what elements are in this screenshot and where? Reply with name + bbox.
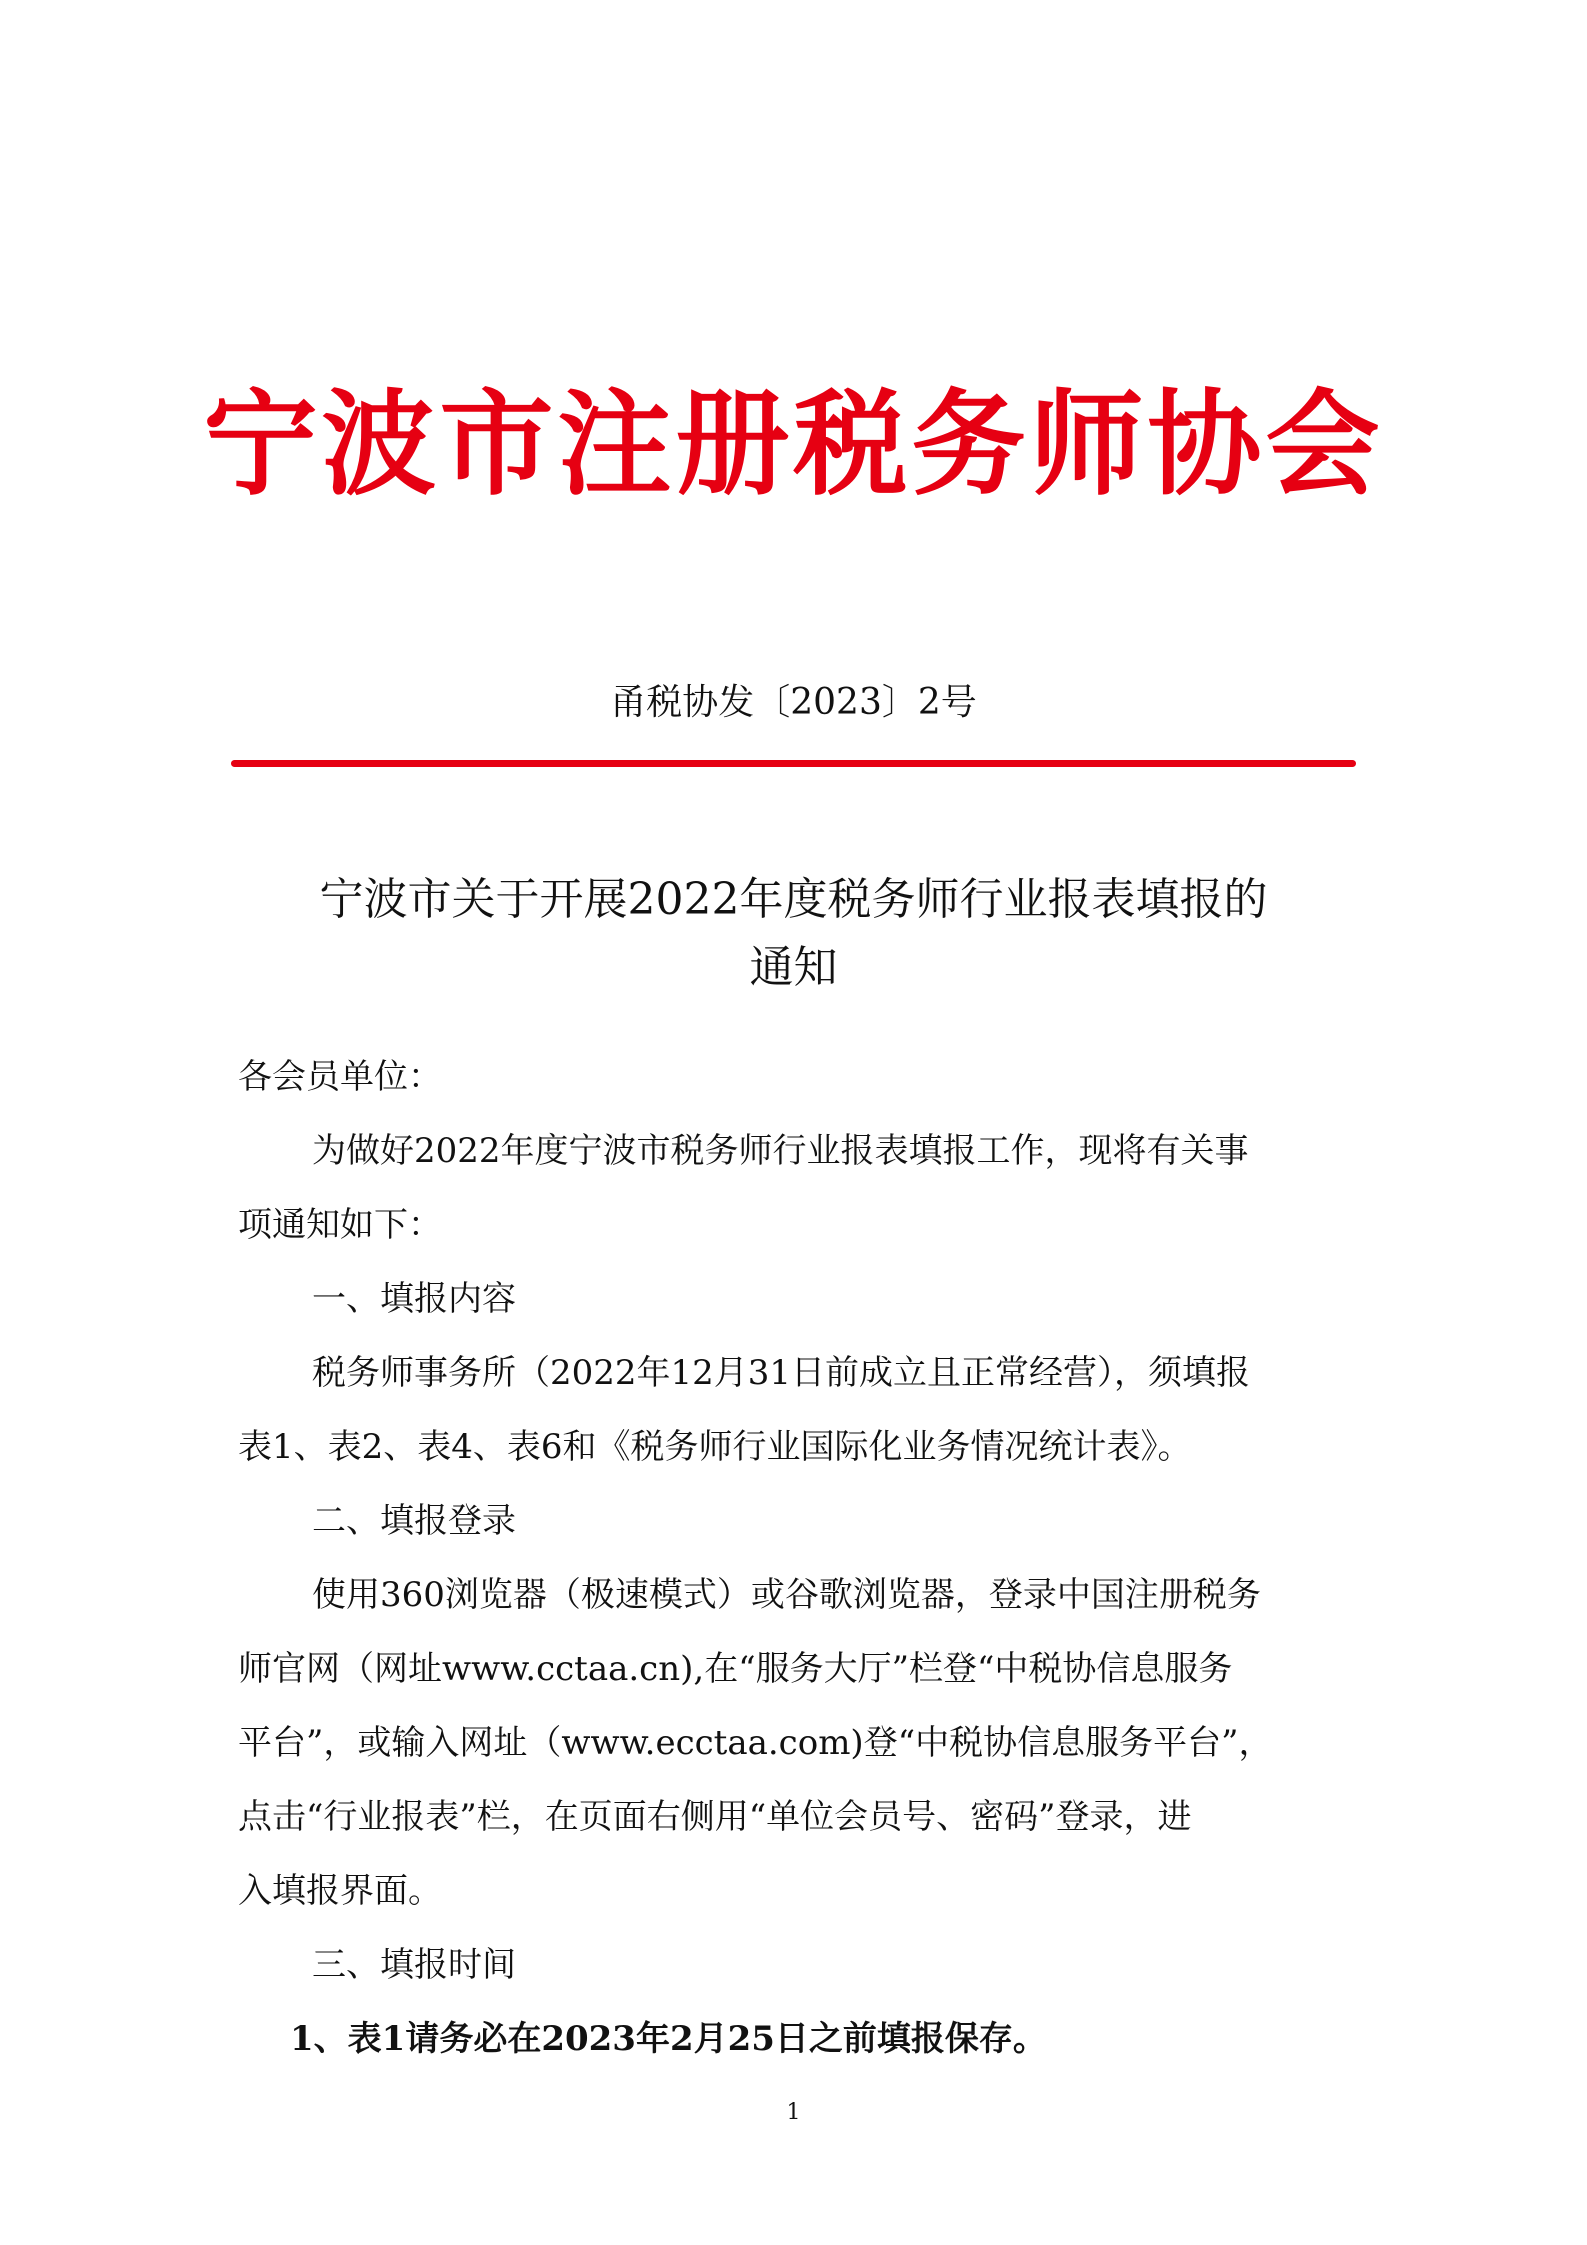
section1-line-1: 税务师事务所（2022年12月31日前成立且正常经营），须填报: [312, 1353, 1251, 1393]
notice-title-line1: 宁波市关于开展2022年度税务师行业报表填报的: [319, 874, 1268, 925]
section1-line-2: 表1、表2、表4、表6和《税务师行业国际化业务情况统计表》。: [238, 1427, 1192, 1467]
salutation: 各会员单位：: [238, 1057, 442, 1097]
notice-title: [0, 866, 1587, 1002]
section2-line-5: 入填报界面。: [238, 1871, 442, 1911]
section3-item-1: 1、表1请务必在2023年2月25日之前填报保存。: [290, 2019, 1047, 2059]
section2-line-3: 平台”，或输入网址（www.ecctaa.com)登“中税协信息服务平台”，: [238, 1723, 1273, 1763]
section2-heading: 二、填报登录: [312, 1501, 516, 1541]
section2-line-1: 使用360浏览器（极速模式）或谷歌浏览器，登录中国注册税务: [312, 1575, 1261, 1615]
section2-line-4: 点击“行业报表”栏，在页面右侧用“单位会员号、密码”登录，进: [238, 1797, 1192, 1837]
intro-line-1: 为做好2022年度宁波市税务师行业报表填报工作，现将有关事: [312, 1131, 1249, 1171]
section3-heading: 三、填报时间: [312, 1945, 516, 1985]
notice-title-line2: 通知: [749, 942, 838, 993]
section2-line-2: 师官网（网址www.cctaa.cn),在“服务大厅”栏登“中税协信息服务: [238, 1649, 1233, 1689]
red-divider-rule: [231, 760, 1356, 767]
organization-title: 宁波市注册税务师协会: [203, 378, 1384, 511]
document-number: 甬税协发〔2023〕2号: [610, 682, 977, 723]
intro-line-2: 项通知如下：: [238, 1205, 442, 1245]
section1-heading: 一、填报内容: [312, 1279, 516, 1319]
page-number: 1: [786, 2100, 801, 2125]
